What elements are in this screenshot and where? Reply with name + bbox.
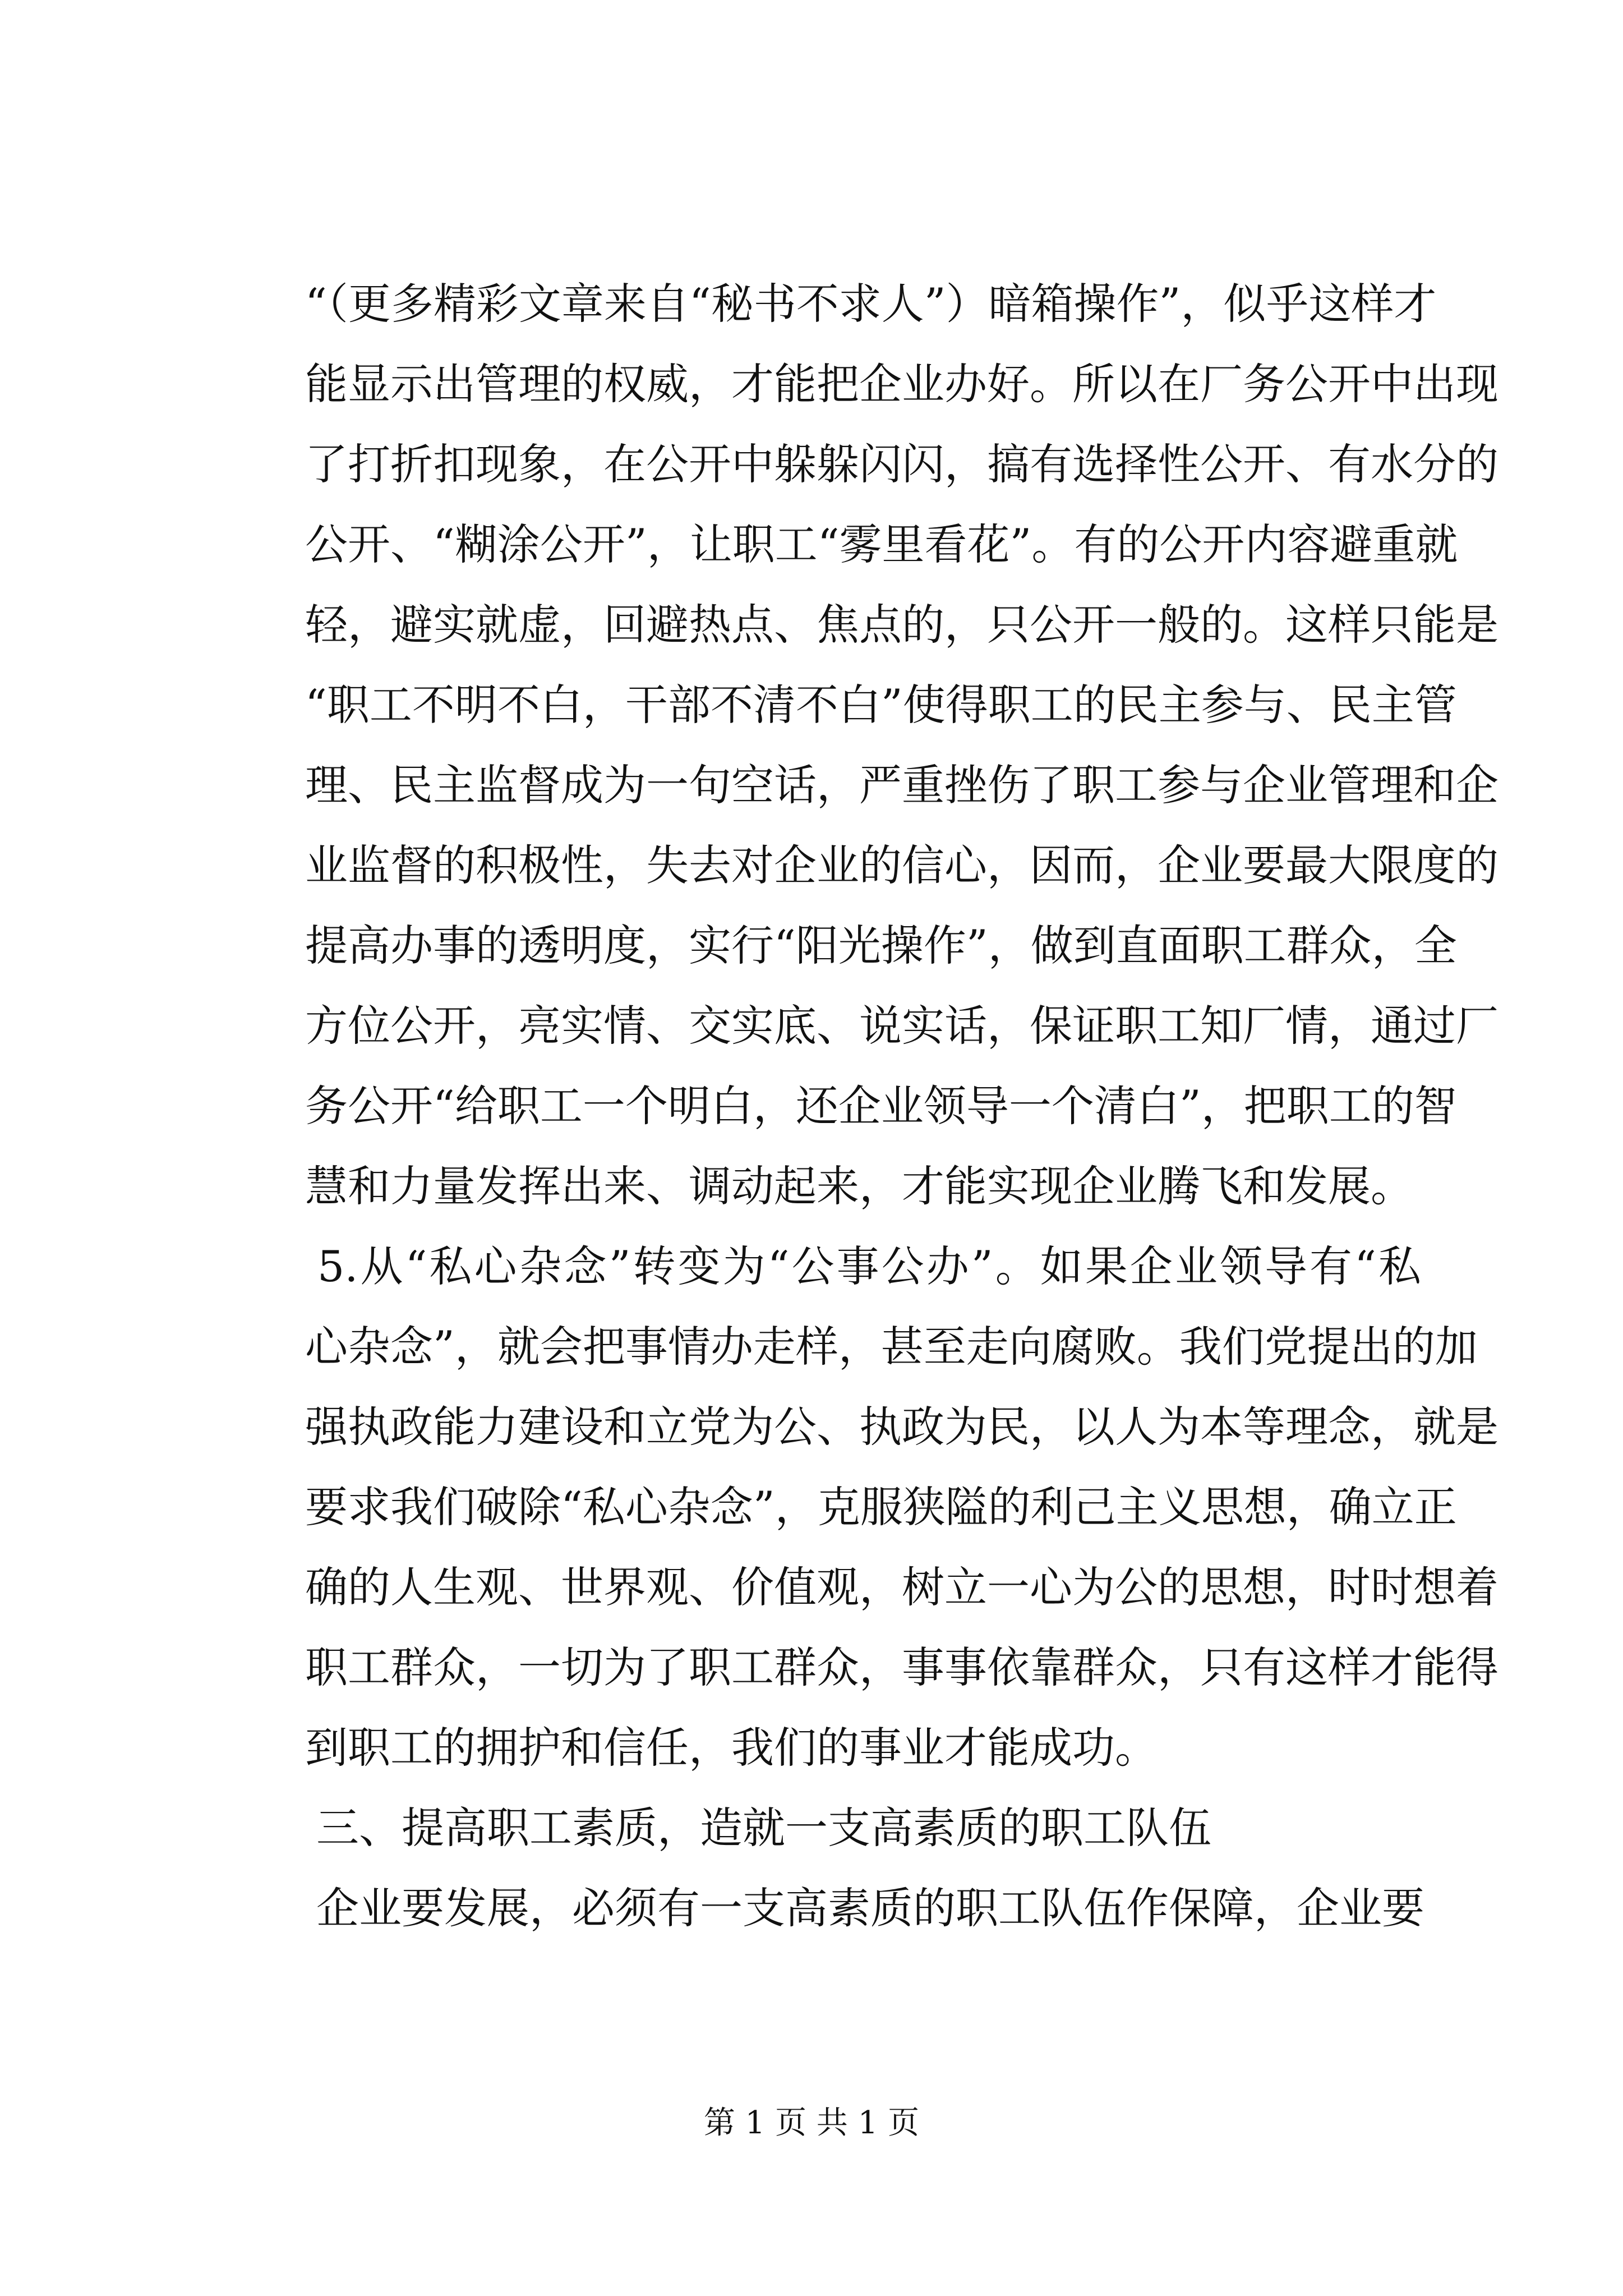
text-line: 到职工的拥护和信任，我们的事业才能成功。 <box>305 1723 1158 1773</box>
text-line: 理、民主监督成为一句空话，严重挫伤了职工参与企业管理和企 <box>305 760 1498 810</box>
paragraph-2 <box>305 1226 1498 1788</box>
text-line: 业监督的积极性，失去对企业的信心，因而，企业要最大限度的 <box>305 840 1498 890</box>
page-footer: 第 1 页 共 1 页 <box>703 2105 920 2141</box>
section-heading <box>305 1788 1421 1868</box>
text-line: 慧和力量发挥出来、调动起来，才能实现企业腾飞和发展。 <box>305 1161 1413 1211</box>
text-line: 了打折扣现象，在公开中躲躲闪闪，搞有选择性公开、有水分的 <box>305 439 1498 489</box>
text-line: 确的人生观、世界观、价值观，树立一心为公的思想，时时想着 <box>305 1562 1498 1612</box>
heading-line: 三、提高职工素质，造就一支高素质的职工队伍 <box>316 1803 1211 1853</box>
text-line: 心杂念”，就会把事情办走样，甚至走向腐败。我们党提出的加 <box>305 1322 1478 1372</box>
text-line: 方位公开，亮实情、交实底、说实话，保证职工知厂情，通过厂 <box>305 1001 1498 1051</box>
text-line: 强执政能力建设和立党为公、执政为民，以人为本等理念，就是 <box>305 1402 1498 1452</box>
paragraph-4 <box>305 1868 1424 1948</box>
text-line: 要求我们破除“私心杂念”，克服狭隘的利己主义思想，确立正 <box>305 1482 1457 1532</box>
text-line: “（更多精彩文章来自“秘书不求人”）暗箱操作”，似乎这样才 <box>305 279 1437 329</box>
document-body <box>305 264 1498 1948</box>
text-line: 职工群众，一切为了职工群众，事事依靠群众，只有这样才能得 <box>305 1642 1498 1692</box>
text-line: 轻，避实就虚，回避热点、焦点的，只公开一般的。这样只能是 <box>305 600 1498 650</box>
text-line: 企业要发展，必须有一支高素质的职工队伍作保障，企业要 <box>316 1883 1424 1933</box>
text-line: 5.从“私心杂念”转变为“公事公办”。如果企业领导有“私 <box>317 1241 1421 1291</box>
paragraph-1 <box>305 264 1498 1226</box>
text-line: “职工不明不白，干部不清不白”使得职工的民主参与、民主管 <box>305 680 1457 730</box>
text-line: 能显示出管理的权威，才能把企业办好。所以在厂务公开中出现 <box>305 359 1498 409</box>
text-line: 公开、“糊涂公开”，让职工“雾里看花”。有的公开内容避重就 <box>305 519 1458 569</box>
text-line: 务公开“给职工一个明白，还企业领导一个清白”，把职工的智 <box>305 1081 1457 1131</box>
text-line: 提高办事的透明度，实行“阳光操作”，做到直面职工群众，全 <box>305 921 1457 970</box>
